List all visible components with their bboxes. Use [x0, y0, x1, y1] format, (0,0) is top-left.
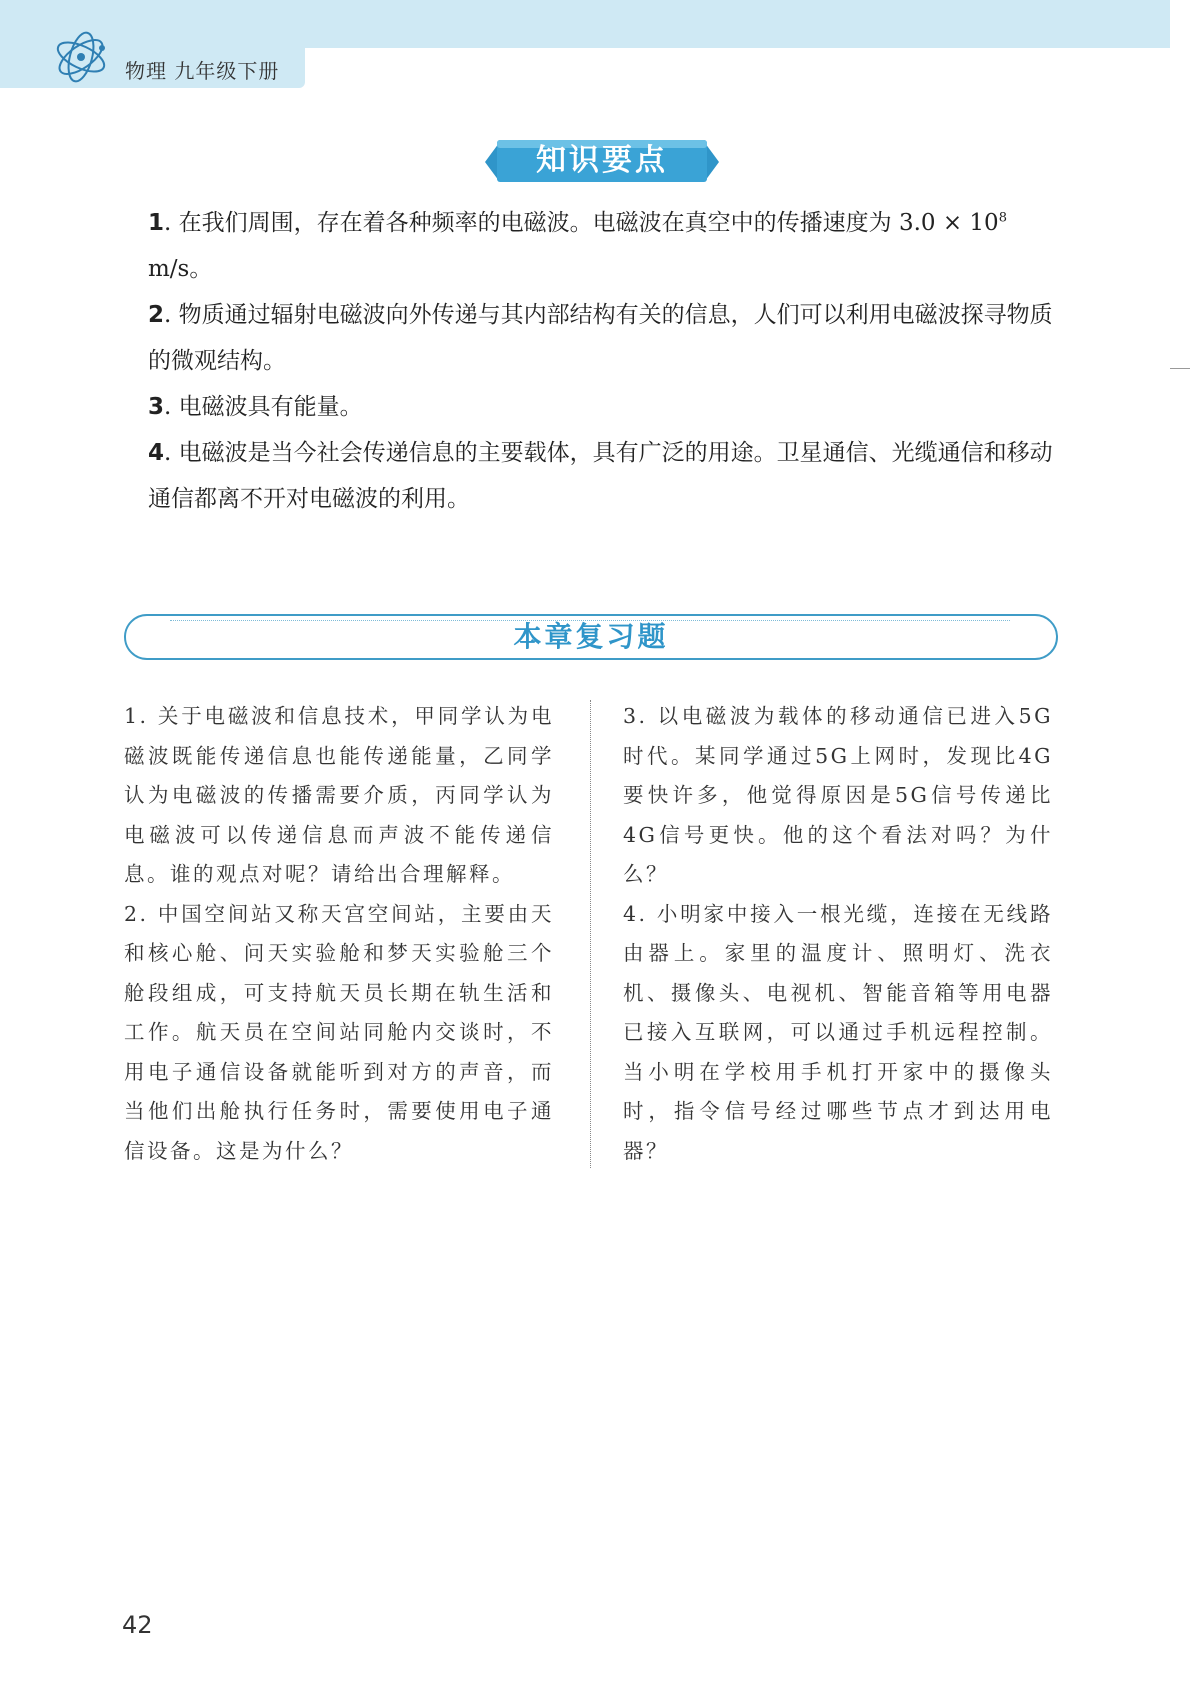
review-question: 3. 以电磁波为载体的移动通信已进入5G时代。某同学通过5G上网时，发现比4G要快许多，他觉得原因是5G信号传递比4G信号更快。他的这个看法对吗？为什么？: [623, 704, 1053, 886]
key-point-4: [148, 430, 1056, 522]
review-question: 1. 关于电磁波和信息技术，甲同学认为电磁波既能传递信息也能传递能量，乙同学认为电磁波的传播需要介质，丙同学认为电磁波可以传递信息而声波不能传递信息。谁的观点对呢？请给出合理解释。: [124, 704, 554, 886]
key-point-number: 2: [148, 302, 165, 328]
key-point-text: . 电磁波具有能量。: [164, 394, 363, 420]
review-column-right: [623, 697, 1053, 1171]
key-point-text: . 物质通过辐射电磁波向外传递与其内部结构有关的信息，人们可以利用电磁波探寻物质的微观结构。: [148, 302, 1053, 374]
key-point-2: [148, 292, 1056, 384]
margin-mark: [1170, 368, 1190, 369]
header-band: [0, 0, 1170, 48]
atom-logo-icon: [52, 28, 110, 86]
exponent: 8: [998, 210, 1007, 226]
review-heading: 本章复习题: [513, 620, 669, 653]
review-column-left: [124, 697, 554, 1171]
header-title: 物理 九年级下册: [125, 59, 280, 83]
column-divider: [590, 700, 591, 1168]
key-point-number: 3: [148, 394, 165, 420]
page-number: 42: [122, 1611, 153, 1639]
key-point-number: 4: [148, 440, 165, 466]
key-point-text: . 在我们周围，存在着各种频率的电磁波。电磁波在真空中的传播速度为 3.0 × 10: [164, 210, 999, 236]
key-point-3: [148, 384, 1056, 430]
key-points-heading: 知识要点: [536, 143, 668, 178]
review-question: 4. 小明家中接入一根光缆，连接在无线路由器上。家里的温度计、照明灯、洗衣机、摄像头、电视机、智能音箱等用电器已接入互联网，可以通过手机远程控制。当小明在学校用手机打开家中的摄像头时，指令信号经过哪些节点才到达用电器？: [623, 901, 1053, 1163]
key-point-number: 1: [148, 210, 165, 236]
key-points-list: [148, 200, 1056, 522]
key-point-text: . 电磁波是当今社会传递信息的主要载体，具有广泛的用途。卫星通信、光缆通信和移动通信都离不开对电磁波的利用。: [148, 440, 1053, 512]
key-point-1: [148, 200, 1056, 292]
review-question: 2. 中国空间站又称天宫空间站，主要由天和核心舱、问天实验舱和梦天实验舱三个舱段组成，可支持航天员长期在轨生活和工作。航天员在空间站同舱内交谈时，不用电子通信设备就能听到对方的声音，而当他们出舱执行任务时，需要使用电子通信设备。这是为什么？: [124, 901, 554, 1163]
key-point-text: m/s。: [148, 256, 213, 282]
